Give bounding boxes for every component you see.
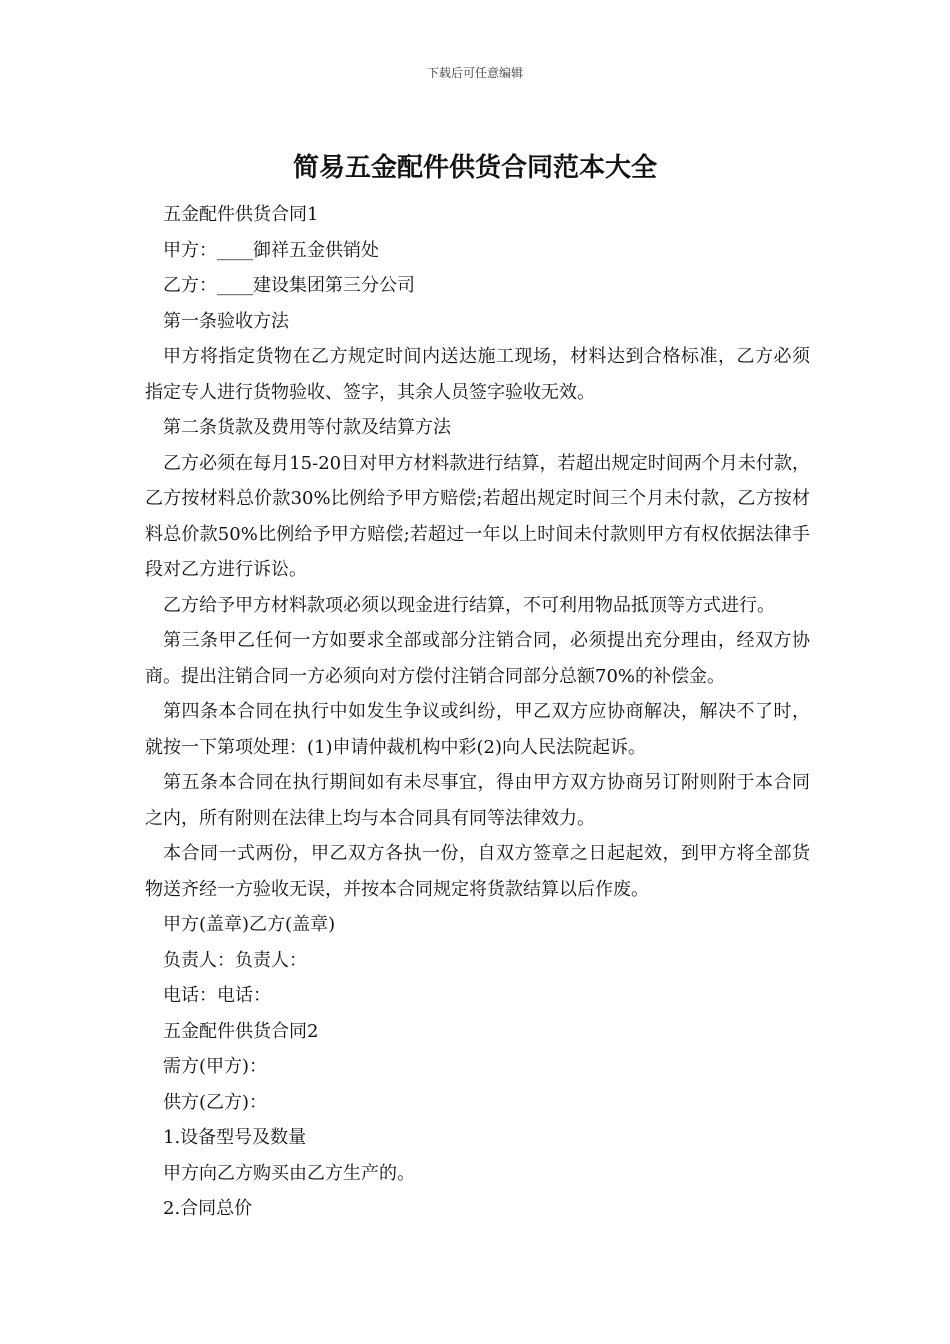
paragraph: 第三条甲乙任何一方如要求全部或部分注销合同，必须提出充分理由，经双方协商。提出注销合同一方必须向对方偿付注销合同部分总额70%的补偿金。 bbox=[145, 630, 810, 687]
header-note: 下载后可任意编辑 bbox=[426, 66, 523, 80]
paragraph: 第四条本合同在执行中如发生争议或纠纷，甲乙双方应协商解决，解决不了时，就按一下第项处理：(1)申请仲裁机构中彩(2)向人民法院起诉。 bbox=[145, 701, 810, 758]
paragraph: 本合同一式两份，甲乙双方各执一份，自双方签章之日起起效，到甲方将全部货物送齐经一方验收无误，并按本合同规定将货款结算以后作废。 bbox=[145, 843, 810, 900]
paragraph: 需方(甲方)： bbox=[163, 1056, 268, 1077]
paragraph: 第一条验收方法 bbox=[163, 310, 289, 332]
paragraph: 甲方向乙方购买由乙方生产的。 bbox=[163, 1162, 415, 1184]
paragraph: 乙方必须在每月15-20日对甲方材料款进行结算，若超出规定时间两个月未付款，乙方按材料总价款30%比例给予甲方赔偿;若超出规定时间三个月未付款，乙方按材料总价款50%比例给予甲方赔偿;若超过一年以上时间未付款则甲方有权依据法律手段对乙方进行诉讼。 bbox=[145, 452, 810, 580]
paragraph: 负责人：负责人： bbox=[163, 949, 307, 971]
paragraph: 电话：电话： bbox=[163, 985, 271, 1006]
document-body bbox=[145, 197, 810, 1227]
paragraph: 乙方：____建设集团第三分公司 bbox=[163, 275, 415, 296]
paragraph: 甲方(盖章)乙方(盖章) bbox=[163, 914, 336, 935]
paragraph: 第五条本合同在执行期间如有未尽事宜，得由甲方双方协商另订附则附于本合同之内，所有附则在法律上均与本合同具有同等法律效力。 bbox=[145, 772, 810, 829]
paragraph: 第二条货款及费用等付款及结算方法 bbox=[163, 417, 451, 438]
paragraph: 甲方将指定货物在乙方规定时间内送达施工现场，材料达到合格标准，乙方必须指定专人进行货物验收、签字，其余人员签字验收无效。 bbox=[145, 346, 810, 403]
paragraph: 五金配件供货合同1 bbox=[163, 204, 319, 225]
paragraph: 供方(乙方)： bbox=[163, 1091, 268, 1113]
paragraph: 2.合同总价 bbox=[163, 1198, 253, 1219]
paragraph: 乙方给予甲方材料款项必须以现金进行结算，不可利用物品抵顶等方式进行。 bbox=[163, 594, 775, 616]
paragraph: 甲方：____御祥五金供销处 bbox=[163, 239, 379, 261]
document-title: 简易五金配件供货合同范本大全 bbox=[292, 153, 657, 183]
paragraph: 1.设备型号及数量 bbox=[163, 1127, 307, 1148]
paragraph: 五金配件供货合同2 bbox=[163, 1020, 319, 1042]
